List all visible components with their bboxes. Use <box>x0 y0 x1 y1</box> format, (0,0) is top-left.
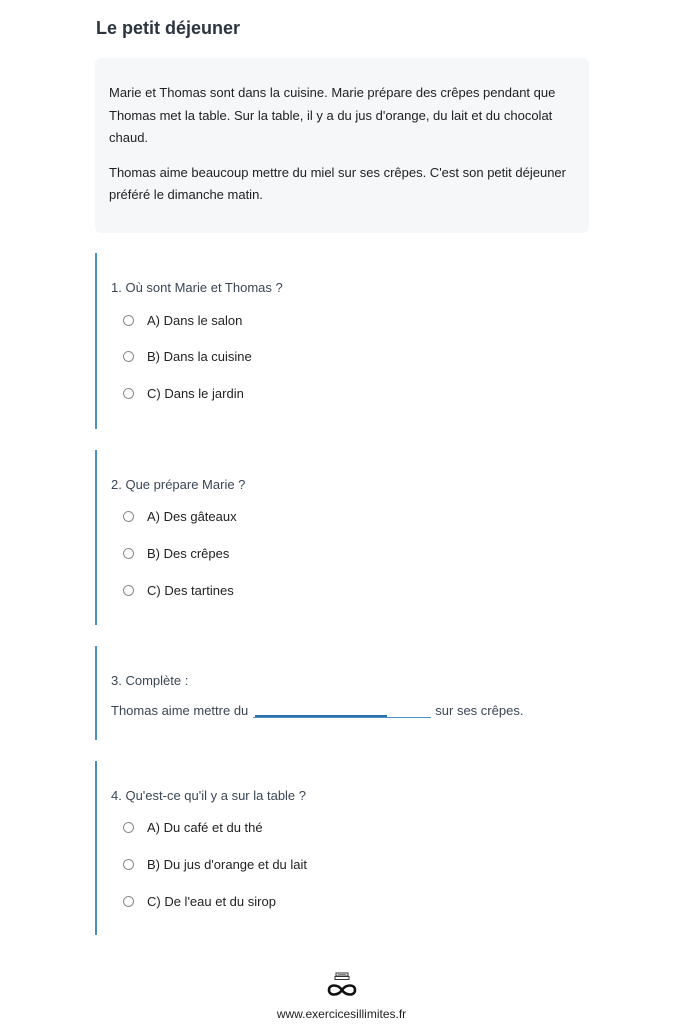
radio-icon[interactable] <box>123 511 134 522</box>
fill-in-sentence <box>111 702 523 718</box>
option-label: B) Des crêpes <box>147 546 230 561</box>
question-2 <box>95 450 655 625</box>
reading-passage <box>95 58 589 233</box>
question-1-option-b[interactable] <box>123 349 252 364</box>
option-label: A) Des gâteaux <box>147 509 237 524</box>
radio-icon[interactable] <box>123 548 134 559</box>
infinity-book-icon <box>326 971 358 999</box>
option-label: A) Dans le salon <box>147 313 243 328</box>
option-label: A) Du café et du thé <box>147 820 263 835</box>
blank-underline <box>255 715 387 717</box>
option-label: B) Du jus d'orange et du lait <box>147 857 308 872</box>
reading-paragraph-1: Marie et Thomas sont dans la cuisine. Marie prépare des crêpes pendant que Thomas met la table. Sur la table, il y a du jus d'orange, du lait et du chocolat chaud. <box>109 85 556 145</box>
question-4-option-c[interactable] <box>123 894 276 909</box>
question-4-text: 4. Qu'est-ce qu'il y a sur la table ? <box>111 788 307 803</box>
question-1-text: 1. Où sont Marie et Thomas ? <box>111 280 283 295</box>
question-4-option-b[interactable] <box>123 857 307 872</box>
reading-paragraph-2: Thomas aime beaucoup mettre du miel sur ses crêpes. C'est son petit déjeuner préféré le dimanche matin. <box>109 164 566 202</box>
option-label: B) Dans la cuisine <box>147 349 252 364</box>
question-4 <box>95 761 655 935</box>
question-2-text: 2. Que prépare Marie ? <box>111 477 246 492</box>
option-label: C) Des tartines <box>147 583 234 598</box>
question-3-text: 3. Complète : <box>111 673 189 688</box>
radio-icon[interactable] <box>123 896 134 907</box>
option-label: C) De l'eau et du sirop <box>147 894 276 909</box>
question-4-option-a[interactable] <box>123 820 263 835</box>
question-3 <box>95 646 655 740</box>
radio-icon[interactable] <box>123 585 134 596</box>
question-1-option-c[interactable] <box>123 386 244 401</box>
question-1 <box>95 253 655 429</box>
option-label: C) Dans le jardin <box>147 386 244 401</box>
question-2-option-a[interactable] <box>123 509 237 524</box>
question-1-option-a[interactable] <box>123 313 242 328</box>
question-2-option-b[interactable] <box>123 546 229 561</box>
radio-icon[interactable] <box>123 822 134 833</box>
footer-url[interactable]: www.exercicesillimites.fr <box>276 1007 407 1021</box>
fill-in-blank-input[interactable] <box>253 702 431 718</box>
fill-before-text: Thomas aime mettre du <box>111 703 249 718</box>
radio-icon[interactable] <box>123 351 134 362</box>
radio-icon[interactable] <box>123 388 134 399</box>
radio-icon[interactable] <box>123 859 134 870</box>
page-title: Le petit déjeuner <box>96 18 241 38</box>
radio-icon[interactable] <box>123 315 134 326</box>
question-2-option-c[interactable] <box>123 583 234 598</box>
fill-after-text: sur ses crêpes. <box>435 703 524 718</box>
